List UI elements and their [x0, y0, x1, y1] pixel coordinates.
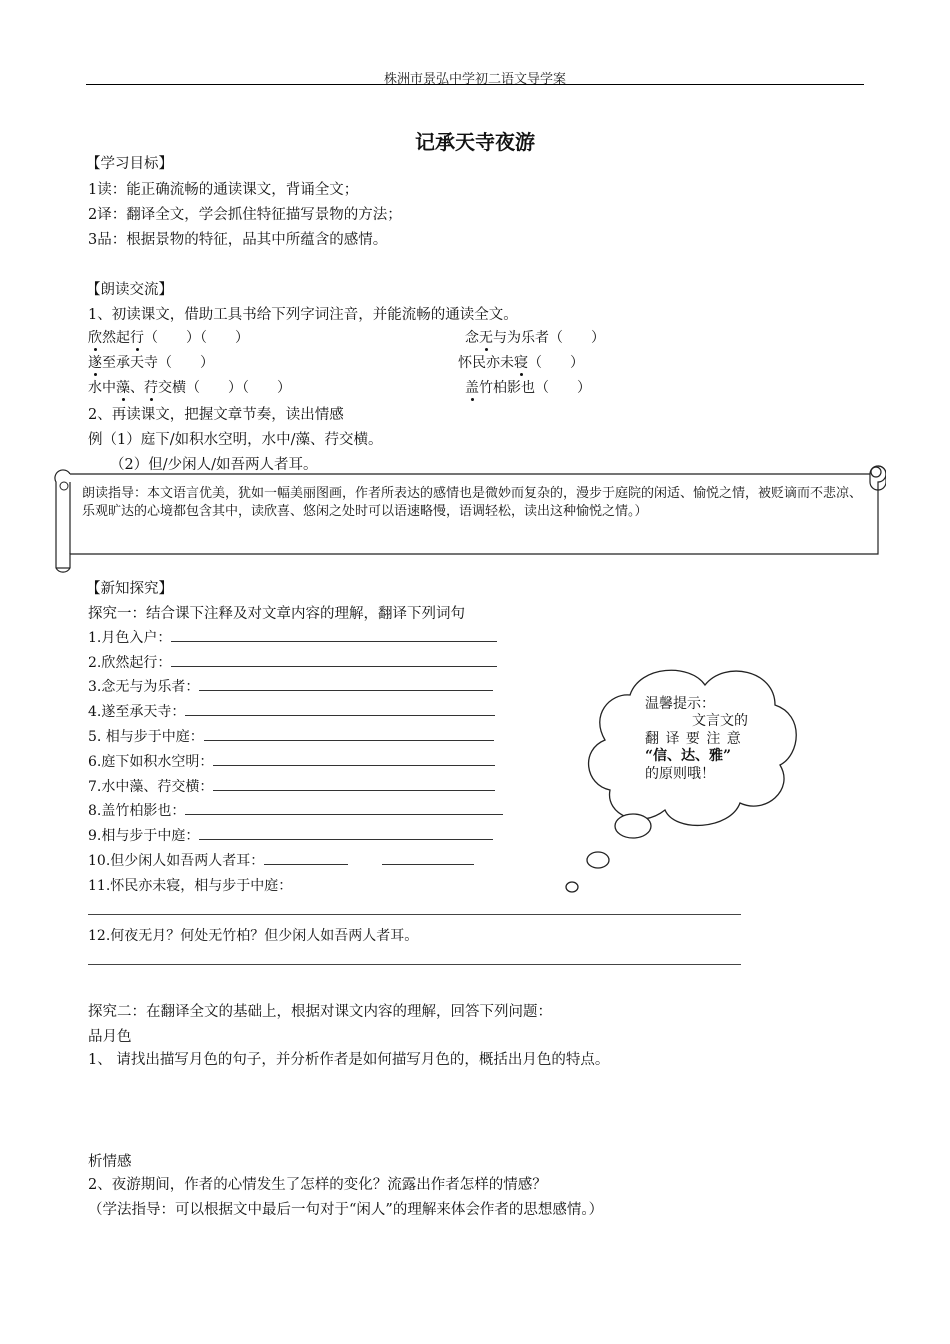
phonetic-item-3 — [88, 352, 214, 372]
moon-heading: 品月色 — [88, 1029, 132, 1045]
translate-item-12: 12.何夜无月？何处无竹柏？但少闲人如吾两人者耳。 — [88, 928, 419, 944]
phonetic-blanks: 交横（ ）（ ） — [158, 380, 291, 396]
goal-item-3: 3品：根据景物的特征，品其中所蕴含的感情。 — [88, 232, 388, 248]
translate-item-10 — [88, 850, 474, 870]
dotted-char: 寝 — [514, 355, 528, 371]
phonetic-text: 、 — [130, 380, 144, 396]
translate-item-8 — [88, 800, 503, 820]
tip-title: 温馨提示： — [645, 696, 715, 712]
tip-line-4: 的原则哦！ — [645, 766, 715, 782]
item-label: 10.但少闲人如吾两人者耳： — [88, 853, 265, 869]
reading-task-2: 2、再读课文，把握文章节奏，读出情感 — [88, 407, 344, 423]
page-title: 记承天寺夜游 — [415, 130, 535, 154]
dotted-char: 盖 — [465, 380, 479, 396]
dotted-char: 遂 — [88, 355, 102, 371]
answer-line[interactable] — [213, 778, 495, 791]
item-label: 9.相与步于中庭： — [88, 828, 200, 844]
answer-line[interactable] — [204, 728, 494, 741]
translate-item-5 — [88, 726, 494, 746]
phonetic-blanks: （ ） — [528, 355, 584, 371]
reading-task-1: 1、初读课文，借助工具书给下列字词注音，并能流畅的通读全文。 — [88, 307, 518, 323]
answer-line[interactable] — [213, 753, 495, 766]
phonetic-text: 竹柏影也（ ） — [479, 380, 591, 396]
page-header: 株洲市景弘中学初二语文导学案 — [383, 72, 566, 87]
tip-line-1: 文言文的 — [692, 713, 748, 729]
translate-item-1 — [88, 627, 497, 647]
question-1: 1、 请找出描写月色的句子，并分析作者是如何描写月色的，概括出月色的特点。 — [88, 1052, 610, 1068]
phonetic-text: 水中 — [88, 380, 116, 396]
dotted-char: 藻 — [116, 380, 130, 396]
translate-item-4 — [88, 701, 495, 721]
translate-item-2 — [88, 652, 497, 672]
answer-line[interactable] — [185, 802, 503, 815]
goals-heading: 【学习目标】 — [86, 156, 173, 172]
dotted-char: 荇 — [144, 380, 158, 396]
translate-item-3 — [88, 676, 493, 696]
dotted-char: 无 — [479, 330, 493, 346]
translate-item-6 — [88, 751, 495, 771]
answer-line[interactable] — [171, 629, 497, 642]
phonetic-item-1 — [88, 327, 249, 347]
answer-line-12[interactable] — [88, 964, 741, 965]
phonetic-text: 至承天寺（ ） — [102, 355, 214, 371]
answer-line[interactable] — [185, 703, 495, 716]
explore-intro-2: 探究二：在翻译全文的基础上，根据对课文内容的理解，回答下列问题： — [88, 1004, 552, 1020]
reading-heading: 【朗读交流】 — [86, 282, 173, 298]
answer-line[interactable] — [171, 654, 497, 667]
phonetic-text: 念 — [465, 330, 479, 346]
item-label: 7.水中藻、荇交横： — [88, 779, 214, 795]
answer-line[interactable] — [199, 678, 493, 691]
phonetic-item-2 — [465, 327, 605, 347]
answer-line-11[interactable] — [88, 914, 741, 915]
answer-line[interactable] — [382, 852, 474, 865]
phonetic-item-6 — [465, 377, 591, 397]
question-2-hint: （学法指导：可以根据文中最后一句对于“闲人”的理解来体会作者的思想感情。） — [88, 1202, 604, 1218]
phonetic-text: 与为乐者（ ） — [493, 330, 605, 346]
item-label: 4.遂至承天寺： — [88, 704, 186, 720]
phonetic-text: 怀民亦未 — [458, 355, 514, 371]
emotion-heading: 析情感 — [88, 1154, 132, 1170]
phonetic-text: 然起 — [102, 330, 130, 346]
item-label: 1.月色入户： — [88, 630, 172, 646]
phonetic-item-4 — [458, 352, 584, 372]
translate-item-9 — [88, 825, 493, 845]
explore-heading: 【新知探究】 — [86, 581, 173, 597]
header-rule — [86, 84, 864, 85]
answer-line[interactable] — [264, 852, 348, 865]
answer-line[interactable] — [199, 827, 493, 840]
item-label: 2.欣然起行： — [88, 655, 172, 671]
tip-line-3: “信、达、雅” — [645, 748, 732, 764]
item-label: 6.庭下如积水空明： — [88, 754, 214, 770]
tip-line-2: 翻 译 要 注 意 — [645, 731, 742, 747]
phonetic-blanks: （ ）（ ） — [144, 330, 249, 346]
translate-item-7 — [88, 776, 495, 796]
item-label: 8.盖竹柏影也： — [88, 803, 186, 819]
dotted-char: 行 — [130, 330, 144, 346]
phonetic-item-5 — [88, 377, 291, 397]
reading-guide: 朗读指导：本文语言优美，犹如一幅美丽图画，作者所表达的感情也是微妙而复杂的，漫步于庭院的闲适、愉悦之情，被贬谪而不悲凉、乐观旷达的心境都包含其中，读欣喜、悠闲之处时可以语速略慢，语调轻松，读出这种愉悦之情。） — [82, 486, 863, 519]
dotted-char: 欣 — [88, 330, 102, 346]
rhythm-example-1: 例（1）庭下/如积水空明，水中/藻、荇交横。 — [88, 432, 383, 448]
goal-item-1: 1读：能正确流畅的通读课文，背诵全文； — [88, 182, 359, 198]
explore-intro-1: 探究一：结合课下注释及对文章内容的理解，翻译下列词句 — [88, 606, 465, 622]
translate-item-11: 11.怀民亦未寝，相与步于中庭： — [88, 878, 293, 894]
question-2: 2、夜游期间，作者的心情发生了怎样的变化？流露出作者怎样的情感？ — [88, 1177, 547, 1193]
item-label: 3.念无与为乐者： — [88, 679, 200, 695]
rhythm-example-2: （2）但/少闲人/如吾两人者耳。 — [110, 457, 318, 473]
item-label: 5. 相与步于中庭： — [88, 729, 204, 745]
goal-item-2: 2译：翻译全文，学会抓住特征描写景物的方法； — [88, 207, 402, 223]
